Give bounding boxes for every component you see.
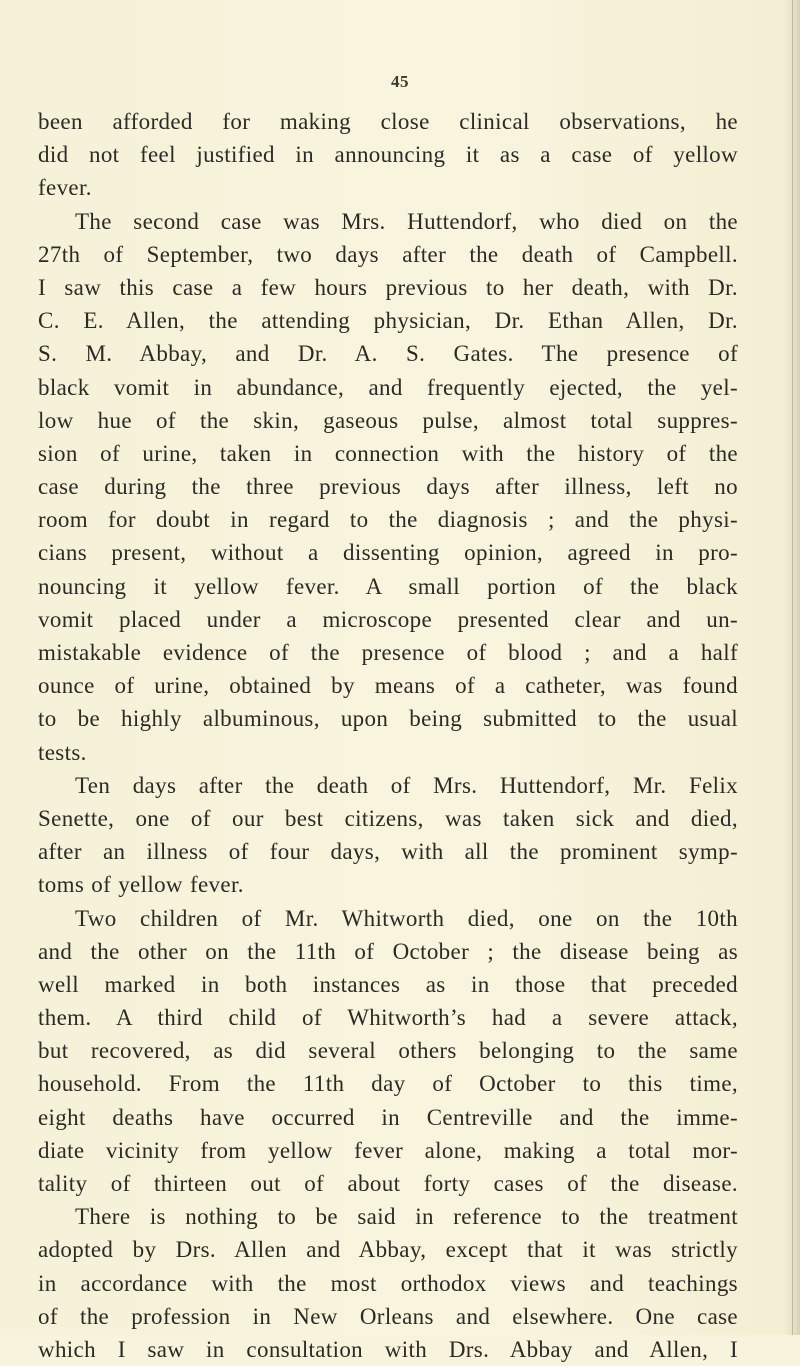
text-line: fever. xyxy=(38,175,92,201)
text-line: eight deaths have occurred in Centreville and the imme- xyxy=(38,1104,738,1130)
text-line: them. A third child of Whitworth’s had a severe attack, xyxy=(38,1005,738,1031)
text-line: 27th of September, two days after the death of Campbell. xyxy=(38,241,738,267)
text-line: Senette, one of our best citizens, was taken sick and died, xyxy=(38,805,738,831)
text-line: and the other on the 11th of October ; the disease being as xyxy=(38,938,738,964)
text-line: been afforded for making close clinical observations, he xyxy=(38,109,738,134)
text-line: sion of urine, taken in connection with the history of the xyxy=(38,440,738,466)
text-line: of the profession in New Orleans and elsewhere. One case xyxy=(38,1303,738,1329)
text-line: cians present, without a dissenting opinion, agreed in pro- xyxy=(38,540,738,566)
page-number: 45 xyxy=(391,72,409,91)
text-line: S. M. Abbay, and Dr. A. S. Gates. The presence of xyxy=(38,341,738,367)
text-line: Two children of Mr. Whitworth died, one on the 10th xyxy=(75,905,738,931)
text-line: I saw this case a few hours previous to her death, with Dr. xyxy=(38,274,738,300)
text-line: Ten days after the death of Mrs. Huttendorf, Mr. Felix xyxy=(75,772,738,798)
text-line: The second case was Mrs. Huttendorf, who died on the xyxy=(75,208,738,234)
text-line: nouncing it yellow fever. A small portion of the black xyxy=(38,573,738,599)
text-line: diate vicinity from yellow fever alone, making a total mor- xyxy=(38,1137,738,1163)
text-line: ounce of urine, obtained by means of a catheter, was found xyxy=(38,673,738,699)
text-line: room for doubt in regard to the diagnosis ; and the physi- xyxy=(38,507,738,533)
text-line: case during the three previous days after illness, left no xyxy=(38,474,738,500)
text-line: adopted by Drs. Allen and Abbay, except that it was strictly xyxy=(38,1237,738,1263)
text-line: mistakable evidence of the presence of blood ; and a half xyxy=(38,640,738,665)
text-line: but recovered, as did several others belonging to the same xyxy=(38,1038,738,1064)
text-line: black vomit in abundance, and frequently ejected, the yel- xyxy=(38,374,738,400)
text-line: vomit placed under a microscope presented clear and un- xyxy=(38,606,738,632)
text-line: C. E. Allen, the attending physician, Dr. Ethan Allen, Dr. xyxy=(38,308,738,334)
page-edge-line xyxy=(792,0,793,1335)
text-line: to be highly albuminous, upon being submitted to the usual xyxy=(38,706,738,732)
text-line: tests. xyxy=(38,739,87,765)
text-line: household. From the 11th day of October to this time, xyxy=(38,1071,738,1097)
text-line: in accordance with the most orthodox views and teachings xyxy=(38,1270,738,1296)
text-line: tality of thirteen out of about forty cases of the disease. xyxy=(38,1171,738,1196)
text-line: did not feel justified in announcing it as a case of yellow xyxy=(38,142,738,168)
text-line: There is nothing to be said in reference to the treatment xyxy=(75,1204,738,1230)
text-line: after an illness of four days, with all the prominent symp- xyxy=(38,839,738,865)
body-text xyxy=(38,105,738,1366)
text-line: toms of yellow fever. xyxy=(38,872,244,898)
text-line: well marked in both instances as in those that preceded xyxy=(38,971,738,997)
text-line: low hue of the skin, gaseous pulse, almost total suppres- xyxy=(38,407,738,433)
text-line: which I saw in consultation with Drs. Abbay and Allen, I xyxy=(38,1336,738,1362)
